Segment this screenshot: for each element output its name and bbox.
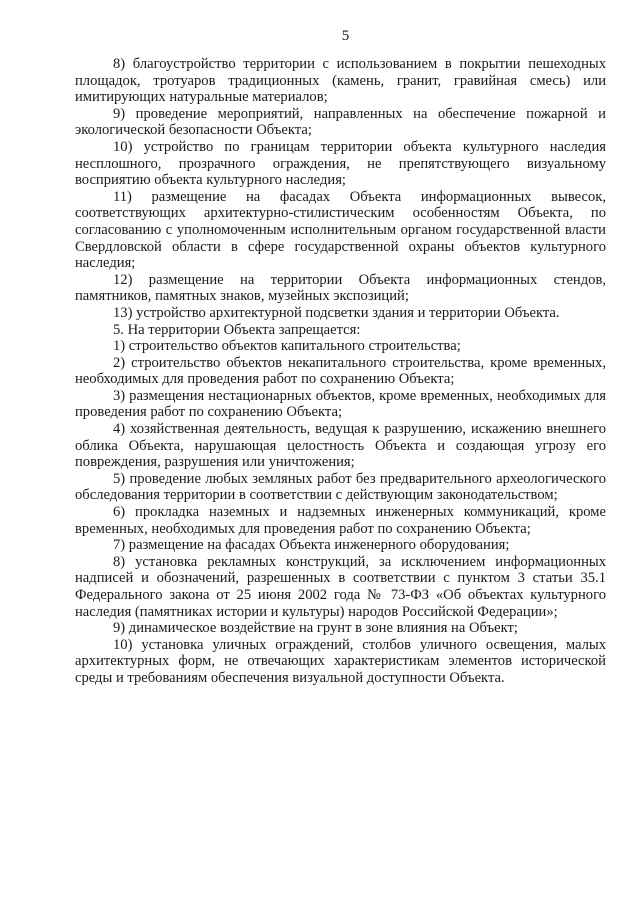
prohibited-item-7: 7) размещение на фасадах Объекта инженерного оборудования; (113, 537, 510, 554)
prohibited-item-6: 6) прокладка наземных и надземных инженерных коммуникаций, кроме временных, необходимых для проведения работ по сохранению Объекта; (75, 504, 606, 537)
paragraph-item-12-stands: 12) размещение на территории Объекта информационных стендов, памятников, памятных знаков, музейных экспозиций; (75, 271, 606, 305)
section-heading-prohibited: 5. На территории Объекта запрещается: (113, 321, 361, 338)
paragraph-item-11-signage: 11) размещение на фасадах Объекта информационных вывесок, соответствующих архитектурно-стилистическим особенностям Объекта, по согласованию с уполномоченным исполнительным органом государственной власти Свердловской области в сфере государственной охраны объектов культурного наследия; (75, 188, 606, 272)
prohibited-item-9: 9) динамическое воздействие на грунт в зоне влияния на Объект; (113, 620, 518, 637)
prohibited-item-10: 10) установка уличных ограждений, столбов уличного освещения, малых архитектурных форм, не отвечающих характеристикам элементов исторической среды и требованиям обеспечения визуальной доступности Объекта. (75, 636, 606, 686)
paragraph-item-13-lighting: 13) устройство архитектурной подсветки здания и территории Объекта. (113, 304, 560, 321)
paragraph-item-8-landscaping: 8) благоустройство территории с использованием в покрытии пешеходных площадок, тротуаров традиционных (камень, гранит, гравийная смесь) или имитирующих натуральные материалов; (75, 56, 606, 106)
paragraph-item-9-safety-measures: 9) проведение мероприятий, направленных на обеспечение пожарной и экологической безопасности Объекта; (75, 105, 606, 139)
prohibited-item-4: 4) хозяйственная деятельность, ведущая к разрушению, искажению внешнего облика Объекта, нарушающая целостность Объекта и создающая угрозу его повреждения, разрушения или уничтожения; (75, 421, 606, 471)
page-number: 5 (341, 28, 350, 44)
prohibited-item-3: 3) размещения нестационарных объектов, кроме временных, необходимых для проведения работ по сохранению Объекта; (75, 387, 606, 421)
paragraph-item-10-fence: 10) устройство по границам территории объекта культурного наследия несплошного, прозрачного ограждения, не препятствующего визуальному восприятию объекта культурного наследия; (75, 138, 606, 189)
prohibited-item-1: 1) строительство объектов капитального строительства; (113, 338, 461, 355)
prohibited-item-2: 2) строительство объектов некапитального строительства, кроме временных, необходимых для проведения работ по сохранению Объекта; (75, 354, 606, 388)
prohibited-item-8: 8) установка рекламных конструкций, за исключением информационных надписей и обозначений, разрешенных в соответствии с пунктом 3 статьи 35.1 Федерального закона от 25 июня 2002 года № 73-ФЗ «Об объектах культурного наследия (памятниках истории и культуры) народов Российской Федерации»; (75, 553, 606, 620)
document-body (75, 56, 606, 687)
prohibited-item-5: 5) проведение любых земляных работ без предварительного археологического обследования территории в соответствии с действующим законодательством; (75, 470, 606, 504)
